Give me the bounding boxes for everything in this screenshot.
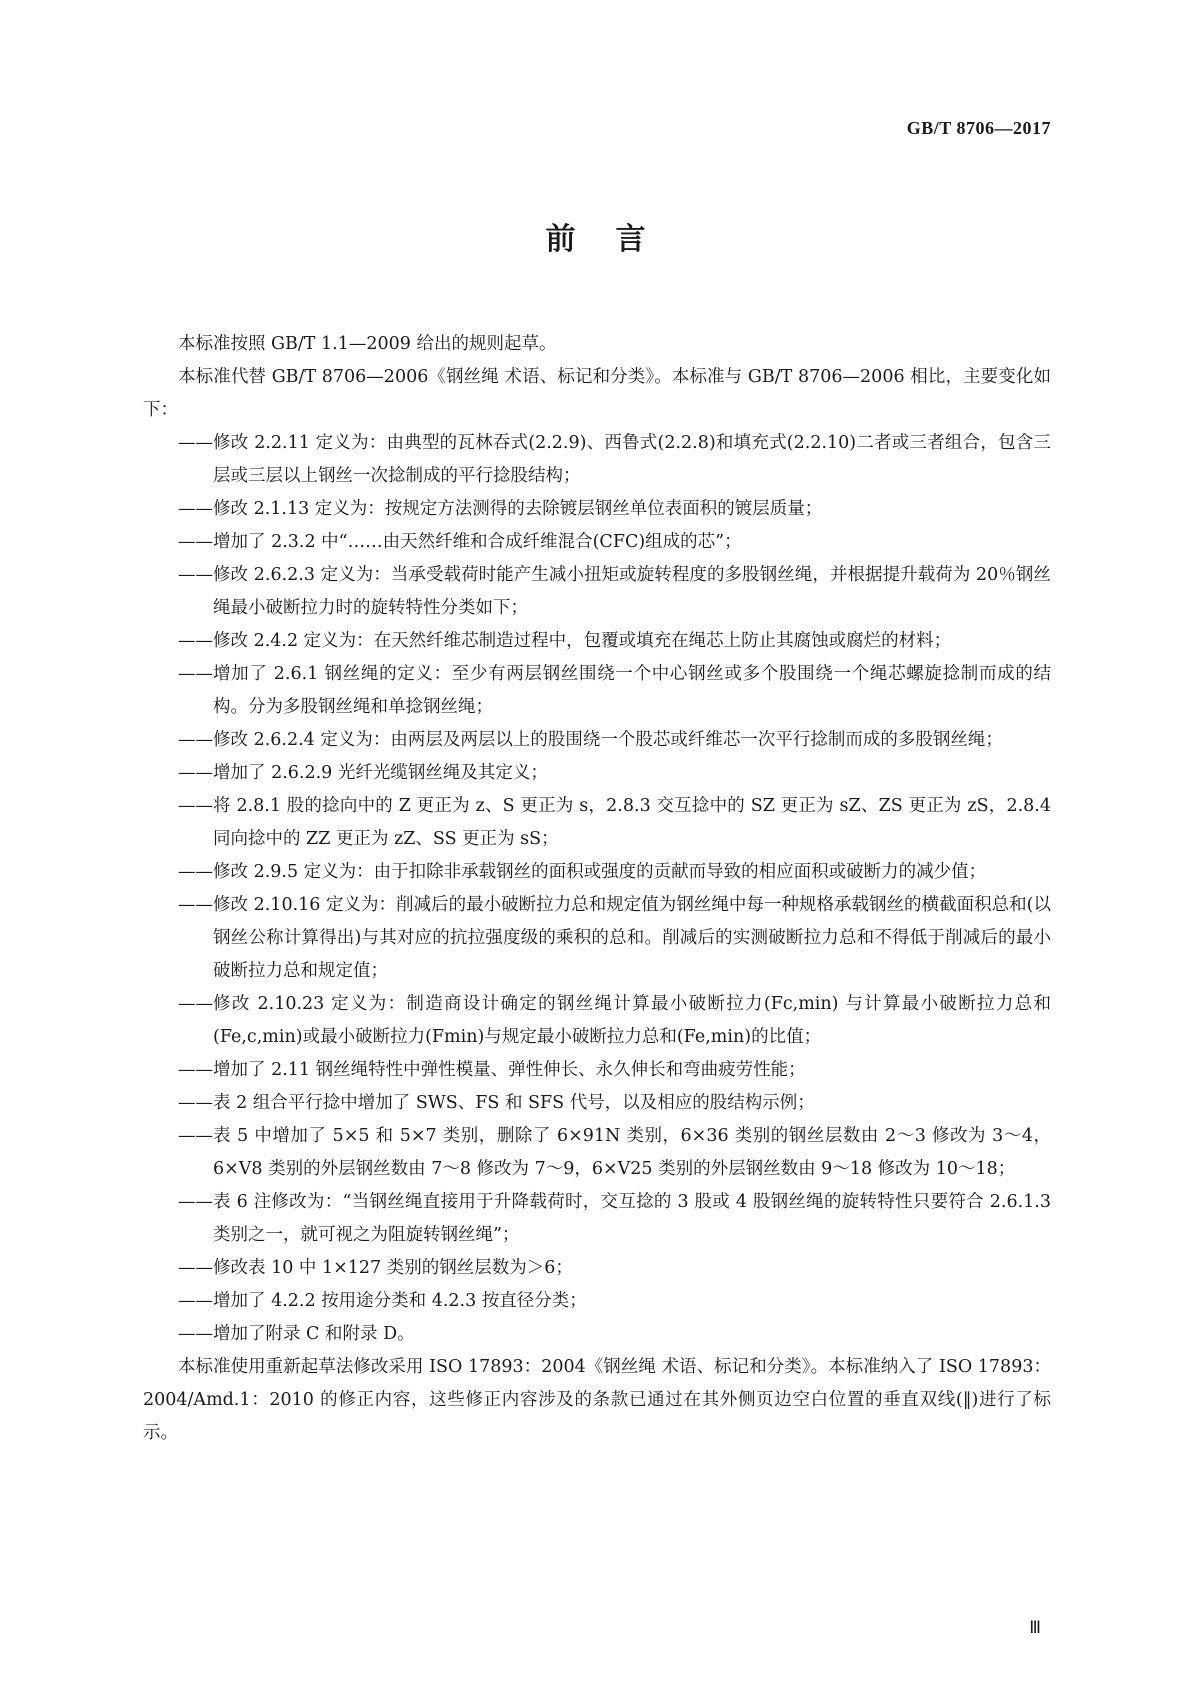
- standard-number: GB/T 8706—2017: [906, 118, 1051, 138]
- dash-mark: ——: [178, 895, 213, 915]
- change-item: —— 增加了 4.2.2 按用途分类和 4.2.3 按直径分类；: [143, 1285, 1051, 1318]
- change-item: —— 修改 2.4.2 定义为：在天然纤维芯制造过程中，包覆或填充在绳芯上防止其腐蚀或腐烂的材料；: [143, 625, 1051, 658]
- intro-paragraph: 本标准按照 GB/T 1.1—2009 给出的规则起草。: [178, 334, 557, 354]
- change-item: —— 修改 2.6.2.4 定义为：由两层及两层以上的股围绕一个股芯或纤维芯一次平行捻制而成的多股钢丝绳；: [143, 724, 1051, 757]
- body-content: [143, 328, 1051, 1450]
- change-item: —— 增加了 2.6.2.9 光纤光缆钢丝绳及其定义；: [143, 757, 1051, 790]
- change-item: —— 表 6 注修改为：“当钢丝绳直接用于升降载荷时，交互捻的 3 股或 4 股钢丝绳的旋转特性只要符合 2.6.1.3 类别之一，就可视之为阻旋转钢丝绳”；: [143, 1186, 1051, 1252]
- dash-mark: ——: [178, 1258, 213, 1278]
- dash-mark: ——: [178, 1060, 213, 1080]
- closing-paragraph: 本标准使用重新起草法修改采用 ISO 17893：2004《钢丝绳 术语、标记和分类》。本标准纳入了 ISO 17893：2004/Amd.1：2010 的修正内容，这些修正内容涉及的条款已通过在其外侧页边空白位置的垂直双线(‖)进行了标示。: [143, 1357, 1051, 1443]
- dash-mark: ——: [178, 730, 213, 750]
- page-number: Ⅲ: [1029, 1618, 1041, 1637]
- dash-mark: ——: [178, 631, 213, 651]
- dash-mark: ——: [178, 664, 213, 684]
- dash-mark: ——: [178, 433, 213, 453]
- dash-mark: ——: [178, 532, 213, 552]
- change-item: —— 增加了 2.6.1 钢丝绳的定义：至少有两层钢丝围绕一个中心钢丝或多个股围绕一个绳芯螺旋捻制而成的结构。分为多股钢丝绳和单捻钢丝绳；: [143, 658, 1051, 724]
- dash-mark: ——: [178, 994, 213, 1014]
- change-item: —— 修改 2.9.5 定义为：由于扣除非承载钢丝的面积或强度的贡献而导致的相应面积或破断力的减少值；: [143, 856, 1051, 889]
- page-title: 前言: [545, 222, 686, 257]
- change-list: [143, 427, 1051, 1351]
- dash-mark: ——: [178, 1291, 213, 1311]
- dash-mark: ——: [178, 565, 213, 585]
- change-item: —— 增加了 2.11 钢丝绳特性中弹性模量、弹性伸长、永久伸长和弯曲疲劳性能；: [143, 1054, 1051, 1087]
- change-item: —— 修改 2.1.13 定义为：按规定方法测得的去除镀层钢丝单位表面积的镀层质量；: [143, 493, 1051, 526]
- change-item: —— 修改 2.6.2.3 定义为：当承受载荷时能产生减小扭矩或旋转程度的多股钢丝绳，并根据提升载荷为 20％钢丝绳最小破断拉力时的旋转特性分类如下；: [143, 559, 1051, 625]
- change-item: —— 修改 2.10.16 定义为：削减后的最小破断拉力总和规定值为钢丝绳中每一种规格承载钢丝的横截面积总和(以钢丝公称计算得出)与其对应的抗拉强度级的乘积的总和。削减后的实测破断拉力总和不得低于削减后的最小破断拉力总和规定值；: [143, 889, 1051, 988]
- dash-mark: ——: [178, 763, 213, 783]
- change-item: —— 表 2 组合平行捻中增加了 SWS、FS 和 SFS 代号，以及相应的股结构示例；: [143, 1087, 1051, 1120]
- dash-mark: ——: [178, 1126, 213, 1146]
- intro-paragraph: 本标准代替 GB/T 8706—2006《钢丝绳 术语、标记和分类》。本标准与 GB/T 8706—2006 相比，主要变化如下：: [143, 367, 1051, 420]
- dash-mark: ——: [178, 862, 213, 882]
- change-item: —— 修改 2.10.23 定义为：制造商设计确定的钢丝绳计算最小破断拉力(Fc,min) 与计算最小破断拉力总和(Fe,c,min)或最小破断拉力(Fmin)与规定最小破断拉力总和(Fe,min)的比值；: [143, 988, 1051, 1054]
- dash-mark: ——: [178, 796, 213, 816]
- change-item: —— 修改 2.2.11 定义为：由典型的瓦林吞式(2.2.9)、西鲁式(2.2.8)和填充式(2.2.10)二者或三者组合，包含三层或三层以上钢丝一次捻制成的平行捻股结构；: [143, 427, 1051, 493]
- change-item: —— 增加了附录 C 和附录 D。: [143, 1318, 1051, 1351]
- change-item: —— 将 2.8.1 股的捻向中的 Z 更正为 z、S 更正为 s，2.8.3 交互捻中的 SZ 更正为 sZ、ZS 更正为 zS，2.8.4 同向捻中的 ZZ 更正为 zZ、SS 更正为 sS；: [143, 790, 1051, 856]
- dash-mark: ——: [178, 1324, 213, 1344]
- dash-mark: ——: [178, 1093, 213, 1113]
- dash-mark: ——: [178, 499, 213, 519]
- change-item: —— 表 5 中增加了 5×5 和 5×7 类别，删除了 6×91N 类别，6×36 类别的钢丝层数由 2～3 修改为 3～4，6×V8 类别的外层钢丝数由 7～8 修改为 7～9，6×V25 类别的外层钢丝数由 9～18 修改为 10～18；: [143, 1120, 1051, 1186]
- change-item: —— 修改表 10 中 1×127 类别的钢丝层数为＞6；: [143, 1252, 1051, 1285]
- dash-mark: ——: [178, 1192, 213, 1212]
- change-item: —— 增加了 2.3.2 中“……由天然纤维和合成纤维混合(CFC)组成的芯”；: [143, 526, 1051, 559]
